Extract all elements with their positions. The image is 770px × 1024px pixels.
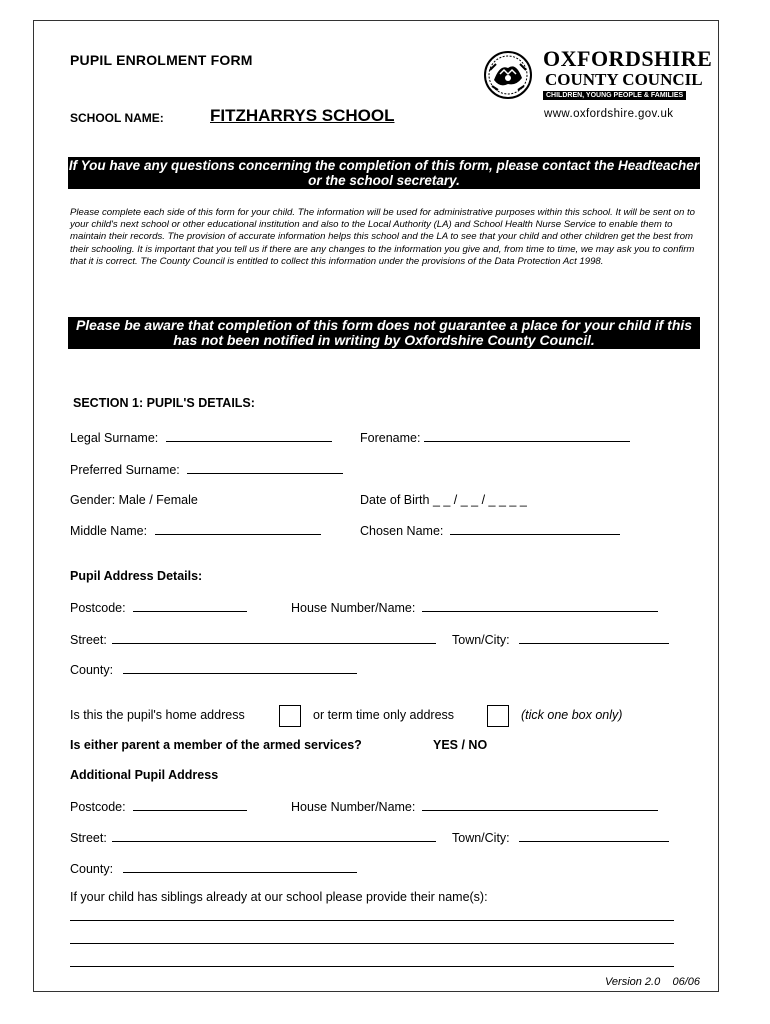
term-time-label: or term time only address	[313, 708, 455, 722]
term-time-checkbox[interactable]	[487, 705, 509, 727]
town-field[interactable]	[452, 632, 669, 647]
chosen-name-label: Chosen Name:	[360, 524, 444, 538]
town-label: Town/City:	[452, 633, 510, 647]
middle-name-field[interactable]	[70, 523, 321, 538]
middle-name-line[interactable]	[155, 523, 321, 535]
middle-name-label: Middle Name:	[70, 524, 148, 538]
house-field[interactable]	[291, 600, 658, 615]
contact-banner: If You have any questions concerning the completion of this form, please contact the Headteacher or the school secretary.	[68, 158, 700, 188]
logo-line2: COUNTY COUNCIL	[545, 70, 703, 89]
county-crest-icon	[480, 50, 536, 100]
additional-house-label: House Number/Name:	[291, 800, 416, 814]
house-line[interactable]	[422, 600, 658, 612]
county-line[interactable]	[123, 662, 357, 674]
logo-website: www.oxfordshire.gov.uk	[544, 108, 674, 120]
siblings-question: If your child has siblings already at our school please provide their name(s):	[70, 890, 488, 904]
version-number: Version 2.0	[604, 976, 661, 988]
preferred-surname-label: Preferred Surname:	[70, 463, 180, 477]
logo-department-bar: CHILDREN, YOUNG PEOPLE & FAMILIES	[543, 91, 686, 100]
street-line[interactable]	[112, 632, 436, 644]
siblings-line-2[interactable]	[70, 943, 674, 944]
additional-address-heading: Additional Pupil Address	[70, 768, 219, 782]
home-address-question: Is this the pupil's home address	[70, 708, 245, 722]
house-label: House Number/Name:	[291, 601, 416, 615]
additional-town-line[interactable]	[519, 830, 669, 842]
additional-town-field[interactable]	[452, 830, 669, 845]
additional-postcode-field[interactable]	[70, 799, 247, 814]
chosen-name-line[interactable]	[450, 523, 620, 535]
siblings-line-1[interactable]	[70, 920, 674, 921]
school-name-value: FITZHARRYS SCHOOL	[210, 106, 395, 125]
additional-postcode-label: Postcode:	[70, 800, 126, 814]
legal-surname-label: Legal Surname:	[70, 431, 159, 445]
postcode-line[interactable]	[133, 600, 247, 612]
legal-surname-field[interactable]	[70, 430, 332, 445]
siblings-line-3[interactable]	[70, 966, 674, 967]
county-label: County:	[70, 663, 114, 677]
preferred-surname-field[interactable]	[70, 462, 343, 477]
legal-surname-line[interactable]	[166, 430, 332, 442]
additional-house-line[interactable]	[422, 799, 658, 811]
dob-field[interactable]: Date of Birth _ _ / _ _ / _ _ _ _	[360, 493, 527, 507]
street-field[interactable]	[70, 632, 436, 647]
postcode-field[interactable]	[70, 600, 247, 615]
chosen-name-field[interactable]	[360, 523, 620, 538]
logo-line1: OXFORDSHIRE	[543, 46, 713, 71]
town-line[interactable]	[519, 632, 669, 644]
armed-services-question: Is either parent a member of the armed services?	[70, 738, 362, 752]
additional-county-label: County:	[70, 862, 114, 876]
preferred-surname-line[interactable]	[187, 462, 343, 474]
home-address-checkbox[interactable]	[279, 705, 301, 727]
forename-line[interactable]	[424, 430, 630, 442]
additional-county-line[interactable]	[123, 861, 357, 873]
intro-paragraph: Please complete each side of this form for your child. The information will be used for administrative purposes within this school. It will be sent on to your child's next school or other educational institution and also to the Local Authority (LA) and School Health Nurse Service to enable them to maintain their records. The provision of accurate information helps this school and the LA to see that your child and other children get the best from their schooling. It is important that you tell us if there are any changes to the information you give and, from time to time, we may ask you to confirm that it is correct. The County Council is entitled to collect this information under the provisions of the Data Protection Act 1998.	[70, 207, 695, 267]
additional-house-field[interactable]	[291, 799, 658, 814]
section1-heading: SECTION 1: PUPIL'S DETAILS:	[73, 396, 255, 410]
version-date: 06/06	[672, 976, 700, 988]
additional-street-label: Street:	[70, 831, 107, 845]
address-heading: Pupil Address Details:	[70, 569, 203, 583]
version-footer	[605, 976, 700, 988]
street-label: Street:	[70, 633, 107, 647]
school-name-label: SCHOOL NAME:	[70, 111, 164, 125]
forename-label: Forename:	[360, 431, 421, 445]
tick-note: (tick one box only)	[521, 708, 623, 722]
form-title: PUPIL ENROLMENT FORM	[70, 52, 253, 68]
additional-street-line[interactable]	[112, 830, 436, 842]
armed-services-answer[interactable]: YES / NO	[433, 738, 488, 752]
county-field[interactable]	[70, 662, 357, 677]
additional-street-field[interactable]	[70, 830, 436, 845]
warning-banner: Please be aware that completion of this form does not guarantee a place for your child if this has not been notified in writing by Oxfordshire County Council.	[68, 317, 700, 349]
additional-postcode-line[interactable]	[133, 799, 247, 811]
additional-county-field[interactable]	[70, 861, 357, 876]
forename-field[interactable]	[360, 430, 630, 445]
postcode-label: Postcode:	[70, 601, 126, 615]
gender-field[interactable]: Gender: Male / Female	[70, 493, 198, 507]
additional-town-label: Town/City:	[452, 831, 510, 845]
